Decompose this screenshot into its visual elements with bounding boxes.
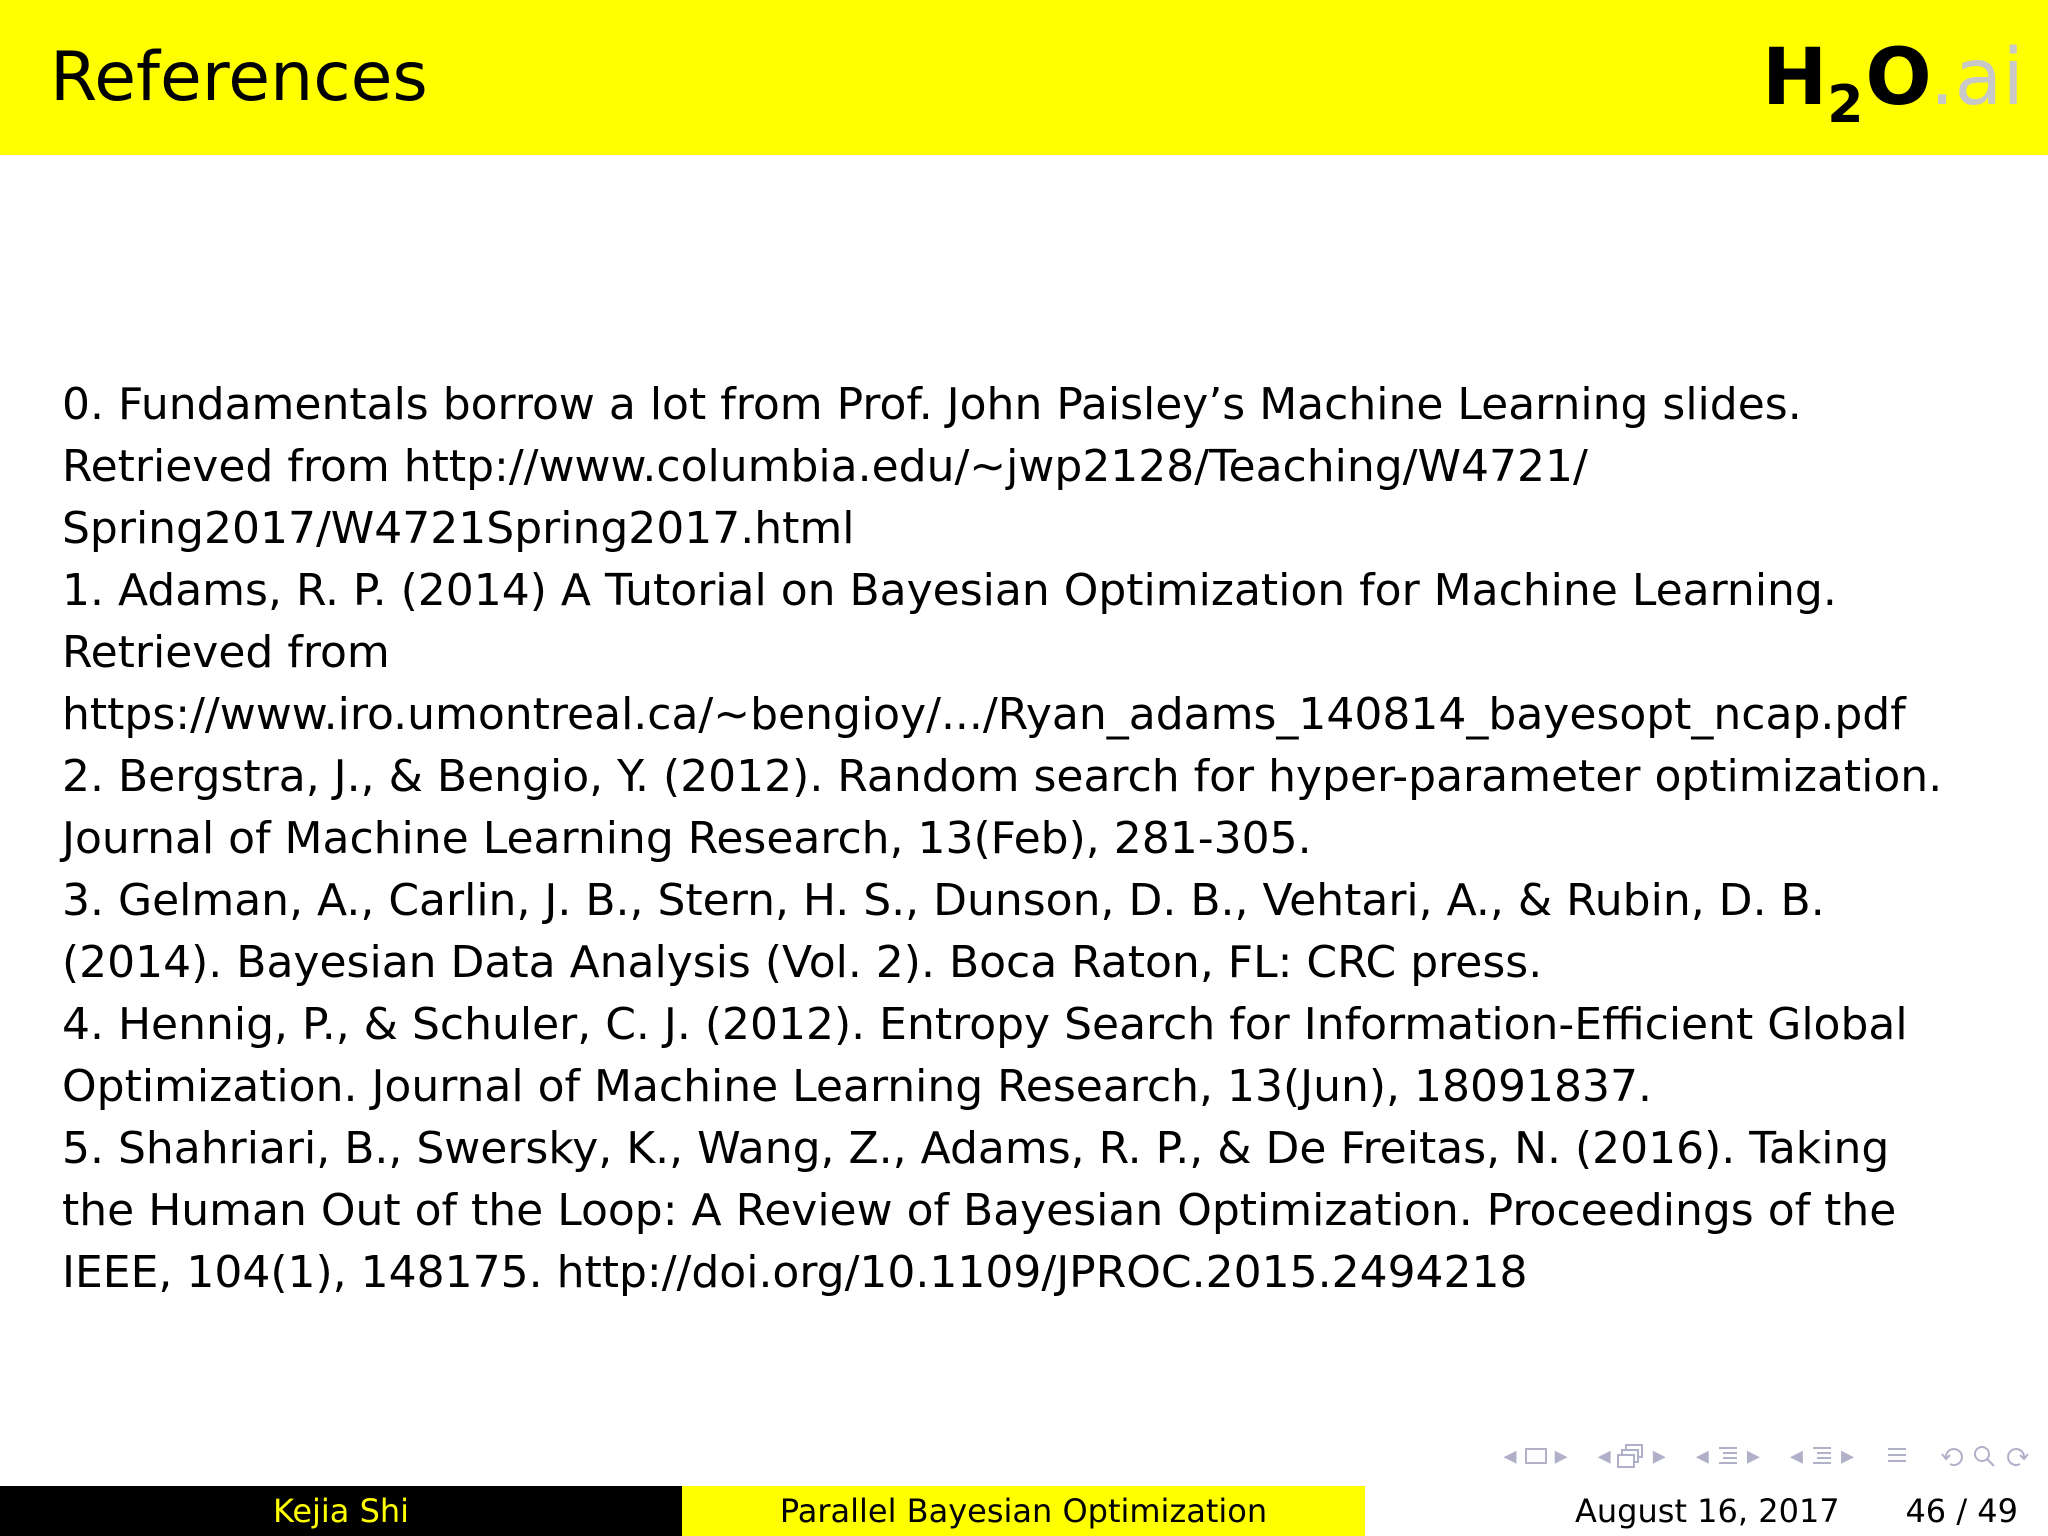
reference-line: Retrieved from http://www.columbia.edu/∼jwp2128/Teaching/W4721/ (62, 441, 1588, 492)
reference-line: the Human Out of the Loop: A Review of Bayesian Optimization. Proceedings of the (62, 1185, 1897, 1236)
footer-date: August 16, 2017 (1575, 1492, 1840, 1530)
footer-info (1365, 1486, 2048, 1536)
footer-bar (0, 1486, 2048, 1536)
footer-author: Kejia Shi (0, 1486, 682, 1536)
reference-line: (2014). Bayesian Data Analysis (Vol. 2). Boca Raton, FL: CRC press. (62, 937, 1543, 988)
toc-icon[interactable] (1884, 1444, 1910, 1468)
search-icon[interactable] (1972, 1444, 1998, 1468)
reference-line: 3. Gelman, A., Carlin, J. B., Stern, H. S., Dunson, D. B., Vehtari, A., & Rubin, D. B. (62, 875, 1825, 926)
subsubsection-nav-icon[interactable] (1809, 1444, 1835, 1468)
logo-subscript: 2 (1827, 75, 1864, 135)
reference-list (62, 374, 2012, 1304)
subsection-nav[interactable] (1598, 1441, 1666, 1471)
footer-page-number: 46 / 49 (1905, 1492, 2018, 1530)
arrow-right-icon[interactable]: ▸ (1746, 1441, 1760, 1471)
section-nav[interactable] (1696, 1441, 1760, 1471)
logo-suffix: .ai (1929, 33, 2024, 123)
arrow-left-icon[interactable]: ◂ (1695, 1441, 1709, 1471)
logo-o: O (1865, 33, 1930, 123)
reference-line: 4. Hennig, P., & Schuler, C. J. (2012). Entropy Search for Information-Efficient Global (62, 999, 1908, 1050)
subsection-nav-icon[interactable] (1617, 1443, 1647, 1469)
logo-h: H (1761, 33, 1826, 123)
reference-line: IEEE, 104(1), 148175. http://doi.org/10.1109/JPROC.2015.2494218 (62, 1247, 1528, 1298)
subsubsection-nav[interactable] (1790, 1441, 1854, 1471)
search-nav[interactable] (1940, 1444, 2030, 1468)
reference-line: Retrieved from (62, 627, 390, 678)
header-bar (0, 0, 2048, 155)
frame-nav-icon[interactable] (1523, 1445, 1549, 1467)
section-nav-icon[interactable] (1715, 1444, 1741, 1468)
reference-line: Spring2017/W4721Spring2017.html (62, 503, 855, 554)
h2o-logo (1761, 28, 2024, 135)
reference-line: 2. Bergstra, J., & Bengio, Y. (2012). Random search for hyper-parameter optimization. (62, 751, 1943, 802)
reference-line: Journal of Machine Learning Research, 13(Feb), 281-305. (62, 813, 1312, 864)
reference-line: 1. Adams, R. P. (2014) A Tutorial on Bayesian Optimization for Machine Learning. (62, 565, 1837, 616)
arrow-right-icon[interactable]: ▸ (1652, 1441, 1666, 1471)
arrow-left-icon[interactable]: ◂ (1789, 1441, 1803, 1471)
frame-nav[interactable] (1504, 1441, 1568, 1471)
undo-icon[interactable] (1940, 1444, 1966, 1468)
arrow-right-icon[interactable]: ▸ (1840, 1441, 1854, 1471)
reference-line: https://www.iro.umontreal.ca/∼bengioy/.../Ryan_adams_140814_bayesopt_ncap.pdf (62, 689, 1906, 740)
arrow-left-icon[interactable]: ◂ (1503, 1441, 1517, 1471)
reference-line: 0. Fundamentals borrow a lot from Prof. John Paisley’s Machine Learning slides. (62, 379, 1802, 430)
footer-talk-title: Parallel Bayesian Optimization (682, 1486, 1365, 1536)
toc-nav[interactable] (1884, 1444, 1910, 1468)
reference-line: 5. Shahriari, B., Swersky, K., Wang, Z., Adams, R. P., & De Freitas, N. (2016). Taking (62, 1123, 1890, 1174)
arrow-right-icon[interactable]: ▸ (1554, 1441, 1568, 1471)
slide-title: References (50, 38, 428, 117)
reference-line: Optimization. Journal of Machine Learning Research, 13(Jun), 18091837. (62, 1061, 1652, 1112)
redo-icon[interactable] (2004, 1444, 2030, 1468)
beamer-navigation (1484, 1436, 2031, 1476)
arrow-left-icon[interactable]: ◂ (1597, 1441, 1611, 1471)
